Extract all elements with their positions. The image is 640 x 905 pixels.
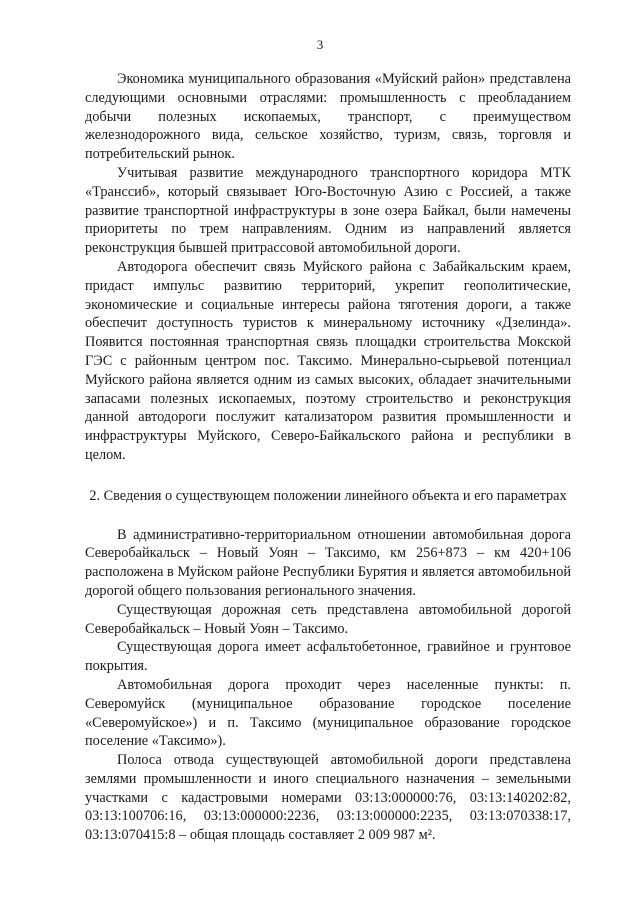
- paragraph-road-benefits: Автодорога обеспечит связь Муйского района с Забайкальским краем, придаст импульс развитию территорий, укрепит геополитические, экономические и социальные интересы района тяготения дороги, а также обеспечит доступность туристов к минеральному источнику «Дзелинда». Появится постоянная транспортная связь площадки строительства Мокской ГЭС с районным центром пос. Таксимо. Минерально-сырьевой потенциал Муйского района является одним из самых высоких, обладает значительными запасами полезных ископаемых, поэтому строительство и реконструкция данной автодороги послужит катализатором развития промышленности и инфраструктуры Муйского, Северо-Байкальского района и республики в целом.: [85, 258, 571, 463]
- paragraph-road-surface: Существующая дорога имеет асфальтобетонное, гравийное и грунтовое покрытия.: [85, 639, 571, 675]
- paragraph-right-of-way: Полоса отвода существующей автомобильной дороги представлена землями промышленности и иного специального назначения – земельными участками с кадастровыми номерами 03:13:000000:76, 03:13:140202:82, 03:13:100706:16, 03:13:000000:2236, 03:13:000000:2235, 03:13:070338:17, 03:13:070415:8 – общая площадь составляет 2 009 987 м².: [85, 752, 571, 844]
- paragraph-settlements: Автомобильная дорога проходит через населенные пункты: п. Северомуйск (муниципальное образование городское поселение «Северомуйское») и п. Таксимо (муниципальное образование городское поселение «Таксимо»).: [85, 676, 571, 750]
- page-body: [85, 70, 571, 845]
- page-number: 3: [316, 37, 324, 52]
- paragraph-administrative: В административно-территориальном отношении автомобильная дорога Северобайкальск – Новый Уоян – Таксимо, км 256+873 – км 420+106 расположена в Муйском районе Республики Бурятия и является автомобильной дорогой общего пользования регионального значения.: [85, 526, 571, 599]
- section-heading: 2. Сведения о существующем положении линейного объекта и его параметрах: [89, 487, 567, 504]
- paragraph-transport-corridor: Учитывая развитие международного транспортного коридора МТК «Транссиб», который связывает Юго-Восточную Азию с Россией, а также развитие транспортной инфраструктуры в зоне озера Байкал, были намечены приоритеты по трем направлениям. Одним из направлений является реконструкция бывшей притрассовой автомобильной дороги.: [85, 164, 571, 257]
- paragraph-road-network: Существующая дорожная сеть представлена автомобильной дорогой Северобайкальск – Новый Уоян – Таксимо.: [85, 601, 571, 637]
- paragraph-economy: Экономика муниципального образования «Муйский район» представлена следующими основными отраслями: промышленность с преобладанием добычи полезных ископаемых, транспорт, с преимуществом железнодорожного вида, сельское хозяйство, туризм, связь, торговля и потребительский рынок.: [85, 71, 571, 163]
